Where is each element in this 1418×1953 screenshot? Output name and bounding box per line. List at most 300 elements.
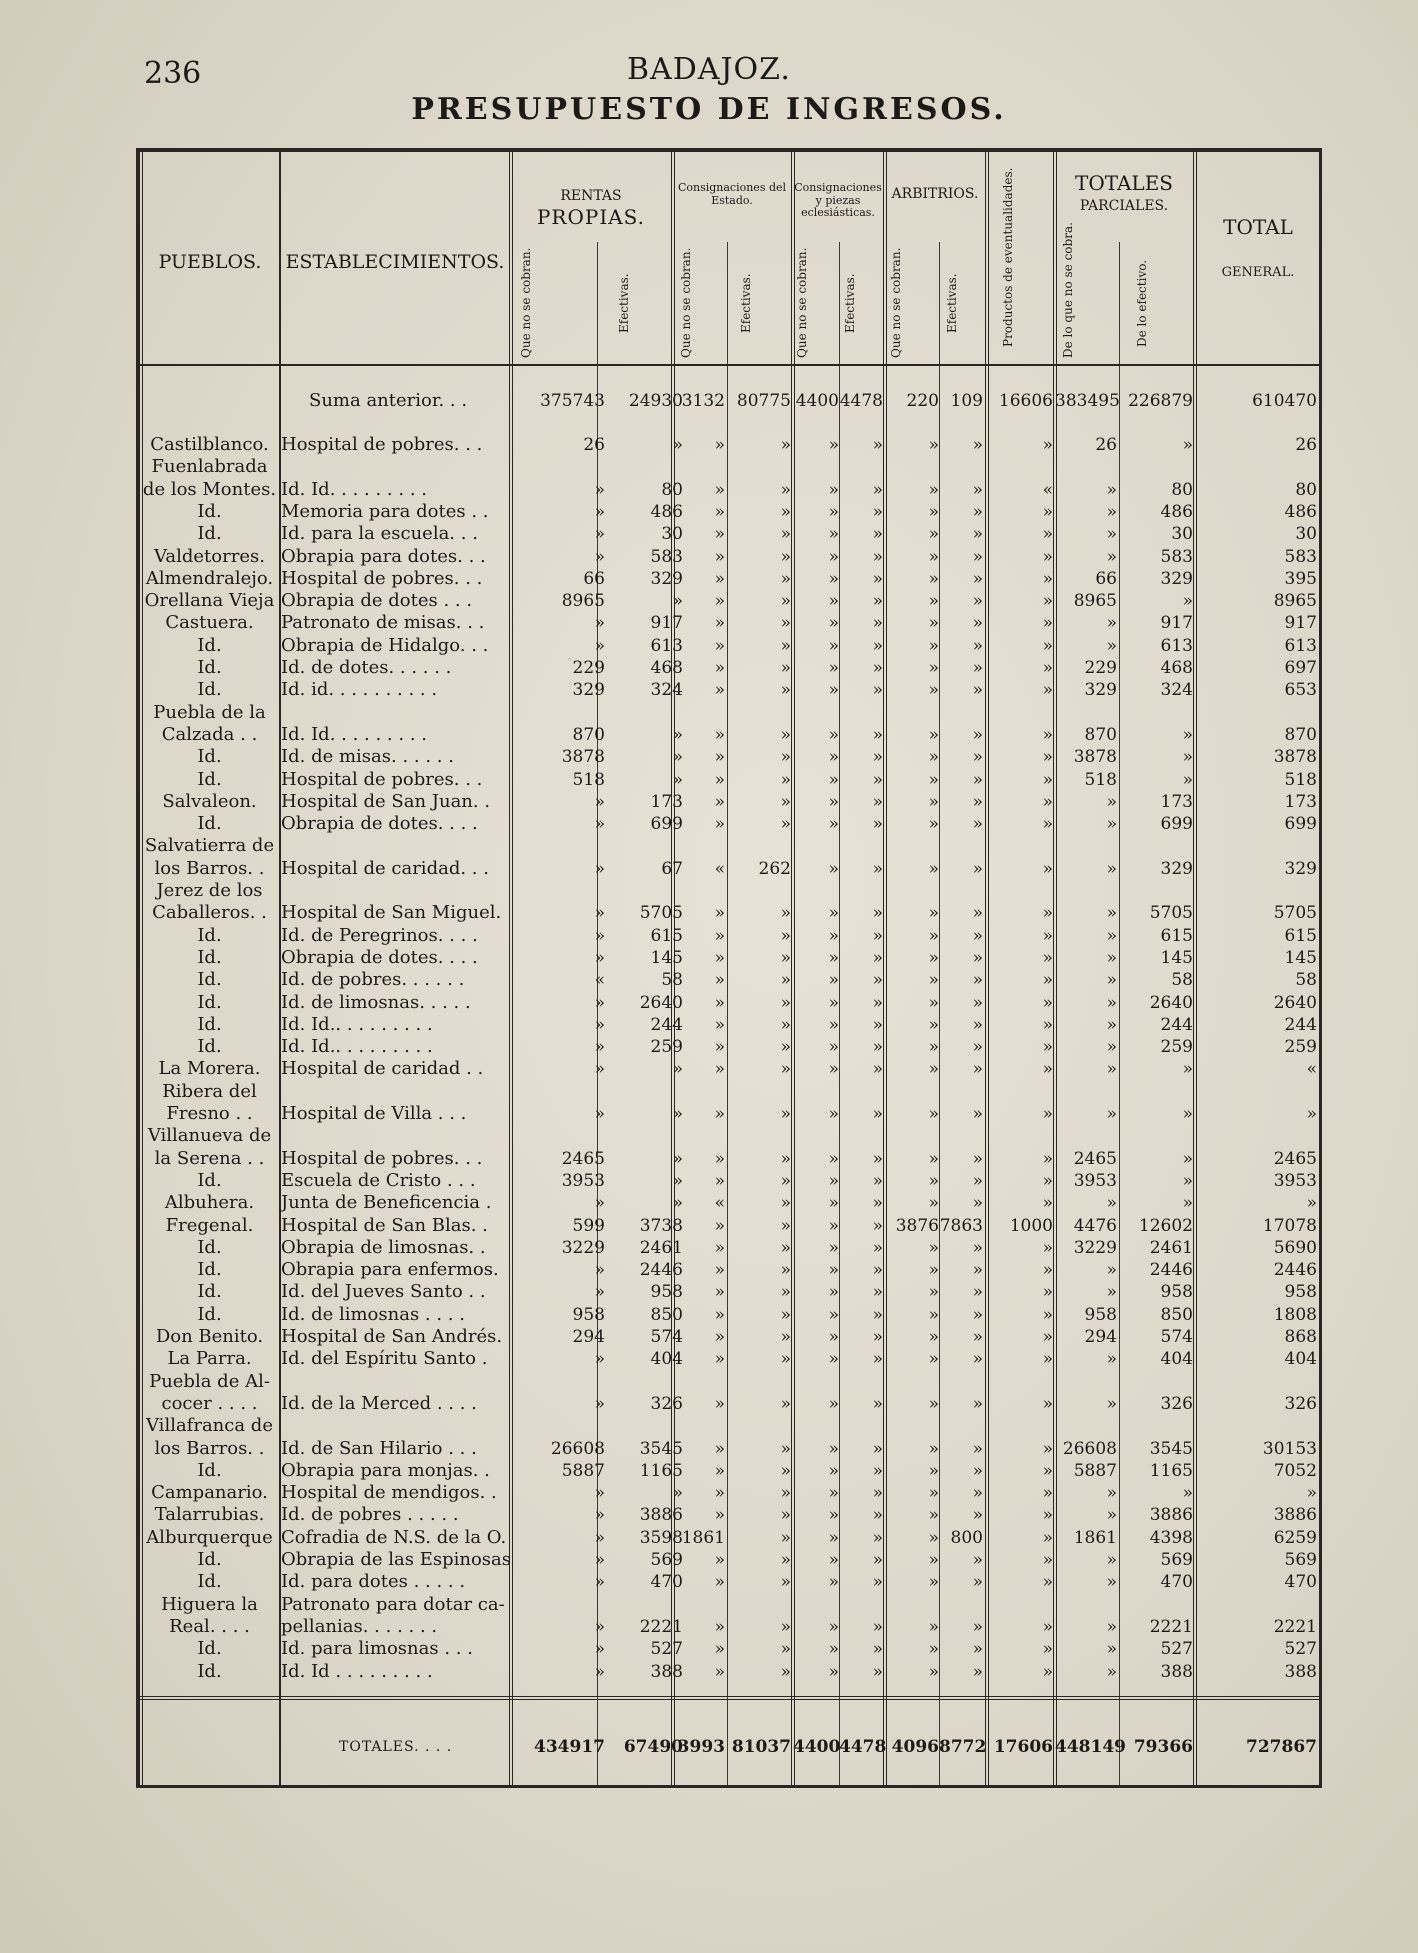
value-cell: »	[828, 1528, 839, 1548]
value-cell: »	[780, 1104, 791, 1124]
value-cell: 229	[1084, 658, 1117, 678]
value-cell: »	[872, 814, 883, 834]
value-cell: »	[714, 725, 725, 745]
value-cell: »	[828, 1015, 839, 1035]
value-cell: »	[1106, 524, 1117, 544]
value-cell: 329	[1084, 680, 1117, 700]
value-cell: 958	[650, 1282, 683, 1302]
cell: 80775	[736, 391, 791, 411]
value-cell: »	[594, 1349, 605, 1369]
value-cell: »	[1106, 1617, 1117, 1637]
value-cell: »	[872, 658, 883, 678]
value-cell: »	[1106, 926, 1117, 946]
value-cell: »	[872, 926, 883, 946]
value-cell: »	[780, 770, 791, 790]
value-cell: 326	[650, 1394, 683, 1414]
value-cell: 145	[650, 948, 683, 968]
value-cell: 569	[1160, 1550, 1193, 1570]
value-cell: »	[872, 1104, 883, 1124]
value-cell: 262	[758, 859, 791, 879]
value-cell: »	[872, 569, 883, 589]
value-cell: »	[928, 1171, 939, 1191]
value-cell: »	[828, 1327, 839, 1347]
value-cell: »	[828, 1505, 839, 1525]
value-cell: 2446	[1273, 1260, 1317, 1280]
value-cell: »	[1042, 993, 1053, 1013]
value-cell: »	[972, 770, 983, 790]
value-cell: »	[928, 502, 939, 522]
pueblo-cell: Campanario.	[151, 1482, 268, 1503]
value-cell: 3598	[639, 1528, 683, 1548]
value-cell: »	[714, 1617, 725, 1637]
table-row	[139, 1415, 1319, 1437]
subheader-rentas-que-no: Que no se cobran.	[519, 247, 533, 358]
pueblo-cell: Id.	[197, 992, 222, 1013]
cell: 375743	[540, 391, 605, 411]
value-cell: »	[714, 1483, 725, 1503]
table-row	[139, 1326, 1319, 1348]
value-cell: »	[972, 970, 983, 990]
value-cell: »	[972, 547, 983, 567]
value-cell: »	[1042, 1572, 1053, 1592]
value-cell: »	[1106, 1193, 1117, 1213]
value-cell: »	[672, 770, 683, 790]
value-cell: »	[872, 993, 883, 1013]
value-cell: 5705	[639, 903, 683, 923]
value-cell: »	[780, 502, 791, 522]
value-cell: 3545	[1149, 1439, 1193, 1459]
value-cell: »	[672, 1193, 683, 1213]
value-cell: »	[828, 1149, 839, 1169]
header-consig-estado: Consignaciones del Estado.	[677, 181, 787, 207]
value-cell: »	[780, 591, 791, 611]
establecimiento-cell: Hospital de pobres. . .	[281, 568, 483, 589]
table-row	[139, 1237, 1319, 1259]
value-cell: 30	[1295, 524, 1317, 544]
value-cell: »	[972, 1171, 983, 1191]
value-cell: »	[1182, 435, 1193, 455]
value-cell: »	[828, 1639, 839, 1659]
pueblo-cell: Id.	[197, 1014, 222, 1035]
establecimiento-cell: Hospital de mendigos. .	[281, 1482, 497, 1503]
value-cell: »	[1042, 435, 1053, 455]
table-row	[139, 1192, 1319, 1214]
value-cell: »	[972, 1394, 983, 1414]
table-row	[139, 724, 1319, 746]
value-cell: »	[928, 1394, 939, 1414]
value-cell: 958	[1284, 1282, 1317, 1302]
value-cell: »	[828, 970, 839, 990]
pueblo-cell: Id.	[197, 1638, 222, 1659]
value-cell: »	[1106, 1282, 1117, 1302]
value-cell: »	[928, 1260, 939, 1280]
subheader-de-lo-que-no: De lo que no se cobra.	[1061, 222, 1075, 358]
value-cell: »	[780, 1349, 791, 1369]
value-cell: »	[594, 1260, 605, 1280]
value-cell: 5887	[1073, 1461, 1117, 1481]
value-cell: 468	[650, 658, 683, 678]
subheader-de-lo-efectivo: De lo efectivo.	[1135, 259, 1149, 347]
value-cell: 2446	[1149, 1260, 1193, 1280]
value-cell: 699	[1160, 814, 1193, 834]
value-cell: »	[972, 502, 983, 522]
value-cell: »	[780, 1238, 791, 1258]
value-cell: »	[872, 1461, 883, 1481]
value-cell: »	[780, 1037, 791, 1057]
value-cell: 917	[650, 613, 683, 633]
value-cell: »	[972, 658, 983, 678]
value-cell: 917	[1284, 613, 1317, 633]
value-cell: »	[1182, 770, 1193, 790]
value-cell: »	[1106, 1059, 1117, 1079]
subheader-estado-efectivas: Efectivas.	[739, 273, 753, 333]
header-consig-ecles: Consignaciones y piezas eclesiásticas.	[794, 181, 882, 220]
value-cell: »	[780, 1171, 791, 1191]
value-cell: »	[872, 725, 883, 745]
value-cell: »	[672, 1483, 683, 1503]
value-cell: »	[1182, 1149, 1193, 1169]
value-cell: »	[594, 1528, 605, 1548]
header-totales-bottom: PARCIALES.	[1079, 198, 1169, 214]
value-cell: 5690	[1273, 1238, 1317, 1258]
value-cell: »	[1106, 1662, 1117, 1682]
value-cell: 326	[1284, 1394, 1317, 1414]
value-cell: »	[594, 1550, 605, 1570]
value-cell: 583	[650, 547, 683, 567]
table-row	[139, 1215, 1319, 1237]
value-cell: 697	[1284, 658, 1317, 678]
pueblo-cell: Id.	[197, 635, 222, 656]
value-cell: 958	[1084, 1305, 1117, 1325]
value-cell: »	[1106, 1550, 1117, 1570]
value-cell: »	[1042, 770, 1053, 790]
value-cell: »	[1106, 1349, 1117, 1369]
value-cell: »	[1042, 680, 1053, 700]
value-cell: 244	[650, 1015, 683, 1035]
value-cell: «	[714, 859, 725, 879]
value-cell: 3886	[639, 1505, 683, 1525]
table-row	[139, 992, 1319, 1014]
value-cell: »	[928, 1483, 939, 1503]
value-cell: »	[780, 1260, 791, 1280]
establecimiento-cell: Hospital de pobres. . .	[281, 769, 483, 790]
establecimiento-cell: Hospital de caridad. . .	[281, 858, 489, 879]
value-cell: »	[594, 547, 605, 567]
table-row	[139, 947, 1319, 969]
value-cell: »	[972, 1149, 983, 1169]
value-cell: 527	[1284, 1639, 1317, 1659]
value-cell: »	[780, 903, 791, 923]
value-cell: 527	[1160, 1639, 1193, 1659]
table-row	[139, 1571, 1319, 1593]
cell: 727867	[1246, 1737, 1317, 1757]
value-cell: »	[972, 1260, 983, 1280]
establecimiento-cell: Patronato de misas. . .	[281, 612, 485, 633]
establecimiento-cell: Obrapia de dotes. . . .	[281, 947, 478, 968]
value-cell: »	[780, 1059, 791, 1079]
pueblo-cell: de los Montes.	[142, 479, 277, 500]
value-cell: 58	[1171, 970, 1193, 990]
document-title: PRESUPUESTO DE INGRESOS.	[411, 92, 1007, 127]
value-cell: 58	[1295, 970, 1317, 990]
value-cell: 2465	[561, 1149, 605, 1169]
value-cell: »	[928, 524, 939, 544]
cell: 226879	[1128, 391, 1193, 411]
value-cell: »	[714, 613, 725, 633]
establecimiento-cell: Obrapia para monjas. .	[281, 1460, 490, 1481]
table-row	[139, 679, 1319, 701]
value-cell: 613	[1160, 636, 1193, 656]
value-cell: »	[972, 1104, 983, 1124]
value-cell: »	[780, 1193, 791, 1213]
header-rentas-bottom: PROPIAS.	[536, 205, 646, 229]
value-cell: »	[972, 524, 983, 544]
value-cell: »	[928, 1617, 939, 1637]
value-cell: »	[672, 1059, 683, 1079]
value-cell: »	[972, 1349, 983, 1369]
value-cell: 58	[661, 970, 683, 990]
table-row	[139, 969, 1319, 991]
cell: 17606	[993, 1737, 1053, 1757]
value-cell: »	[1042, 1349, 1053, 1369]
value-cell: »	[1042, 903, 1053, 923]
value-cell: 145	[1160, 948, 1193, 968]
value-cell: »	[972, 1483, 983, 1503]
value-cell: »	[828, 993, 839, 1013]
value-cell: »	[828, 502, 839, 522]
value-cell: »	[714, 502, 725, 522]
value-cell: 66	[1095, 569, 1117, 589]
cell: 4096	[891, 1737, 939, 1757]
pueblo-cell: Valdetorres.	[154, 546, 265, 567]
value-cell: »	[972, 814, 983, 834]
value-cell: 574	[1160, 1327, 1193, 1347]
table-row	[139, 813, 1319, 835]
value-cell: »	[780, 636, 791, 656]
value-cell: »	[928, 1282, 939, 1302]
value-cell: »	[1042, 1483, 1053, 1503]
value-cell: »	[1106, 1505, 1117, 1525]
value-cell: 2446	[639, 1260, 683, 1280]
value-cell: 2221	[1149, 1617, 1193, 1637]
value-cell: 324	[650, 680, 683, 700]
value-cell: »	[872, 1349, 883, 1369]
value-cell: »	[972, 569, 983, 589]
value-cell: 3953	[1273, 1171, 1317, 1191]
value-cell: »	[872, 970, 883, 990]
value-cell: »	[780, 1015, 791, 1035]
value-cell: »	[780, 1483, 791, 1503]
value-cell: »	[828, 547, 839, 567]
pueblo-cell: Puebla de Al-	[149, 1371, 270, 1392]
value-cell: 30153	[1262, 1439, 1317, 1459]
value-cell: »	[872, 1483, 883, 1503]
value-cell: »	[780, 569, 791, 589]
establecimiento-cell: Hospital de Villa . . .	[281, 1103, 467, 1124]
value-cell: »	[1182, 1171, 1193, 1191]
value-cell: »	[1106, 613, 1117, 633]
value-cell: »	[1042, 926, 1053, 946]
budget-table	[136, 148, 1322, 1788]
value-cell: »	[594, 993, 605, 1013]
value-cell: »	[928, 1193, 939, 1213]
value-cell: »	[1042, 792, 1053, 812]
value-cell: 4476	[1073, 1216, 1117, 1236]
value-cell: 2461	[1149, 1238, 1193, 1258]
value-cell: 470	[650, 1572, 683, 1592]
establecimiento-cell: Id. para la escuela. . .	[281, 523, 478, 544]
value-cell: »	[1042, 1015, 1053, 1035]
value-cell: »	[872, 480, 883, 500]
value-cell: 145	[1284, 948, 1317, 968]
pueblo-cell: Talarrubias.	[154, 1504, 265, 1525]
value-cell: 917	[1160, 613, 1193, 633]
value-cell: »	[780, 547, 791, 567]
value-cell: »	[594, 1037, 605, 1057]
table-row	[139, 1393, 1319, 1415]
cell: 434917	[534, 1737, 605, 1757]
value-cell: »	[780, 658, 791, 678]
value-cell: »	[1042, 1171, 1053, 1191]
establecimiento-cell: Id. Id. . . . . . . . .	[281, 724, 427, 745]
value-cell: 3229	[1073, 1238, 1117, 1258]
value-cell: »	[828, 1483, 839, 1503]
cell: 67490	[623, 1737, 683, 1757]
value-cell: »	[594, 1193, 605, 1213]
value-cell: »	[714, 1439, 725, 1459]
value-cell: 615	[1284, 926, 1317, 946]
value-cell: »	[872, 1394, 883, 1414]
establecimiento-cell: Id. de limosnas . . . .	[281, 1304, 465, 1325]
value-cell: 615	[1160, 926, 1193, 946]
pueblo-cell: Alburquerque	[146, 1527, 273, 1548]
pueblo-cell: Fresno . .	[166, 1103, 253, 1124]
pueblo-cell: Fregenal.	[165, 1215, 254, 1236]
value-cell: »	[1182, 1193, 1193, 1213]
value-cell: »	[594, 926, 605, 946]
value-cell: 2640	[1149, 993, 1193, 1013]
value-cell: 395	[1284, 569, 1317, 589]
value-cell: »	[828, 903, 839, 923]
pueblo-cell: Don Benito.	[155, 1326, 264, 1347]
value-cell: »	[780, 1282, 791, 1302]
establecimiento-cell: Id. para limosnas . . .	[281, 1638, 473, 1659]
value-cell: »	[714, 1305, 725, 1325]
value-cell: »	[714, 435, 725, 455]
value-cell: 329	[572, 680, 605, 700]
value-cell: »	[972, 725, 983, 745]
table-row	[139, 858, 1319, 880]
value-cell: 699	[650, 814, 683, 834]
value-cell: »	[594, 948, 605, 968]
value-cell: »	[1106, 792, 1117, 812]
establecimiento-cell: Cofradia de N.S. de la O.	[281, 1527, 507, 1548]
value-cell: »	[1042, 725, 1053, 745]
value-cell: »	[928, 547, 939, 567]
value-cell: »	[828, 1461, 839, 1481]
value-cell: »	[780, 435, 791, 455]
value-cell: »	[594, 1483, 605, 1503]
value-cell: »	[828, 1349, 839, 1369]
value-cell: »	[928, 1238, 939, 1258]
value-cell: 2465	[1273, 1149, 1317, 1169]
value-cell: »	[872, 1216, 883, 1236]
pueblo-cell: Id.	[197, 1281, 222, 1302]
value-cell: »	[714, 1550, 725, 1570]
value-cell: »	[780, 1461, 791, 1481]
value-cell: »	[714, 903, 725, 923]
value-cell: »	[714, 1327, 725, 1347]
table-row	[139, 501, 1319, 523]
pueblo-cell: Real. . . .	[169, 1616, 250, 1637]
establecimiento-cell: Hospital de caridad . .	[281, 1058, 484, 1079]
value-cell: 329	[1160, 569, 1193, 589]
value-cell: »	[594, 502, 605, 522]
value-cell: »	[780, 792, 791, 812]
value-cell: 470	[1160, 1572, 1193, 1592]
value-cell: 527	[650, 1639, 683, 1659]
value-cell: »	[1042, 613, 1053, 633]
value-cell: »	[828, 859, 839, 879]
establecimiento-cell: Obrapia de limosnas. .	[281, 1237, 486, 1258]
table-row	[139, 835, 1319, 857]
table-row	[139, 1125, 1319, 1147]
establecimiento-cell: Hospital de pobres. . .	[281, 1148, 483, 1169]
value-cell: »	[1042, 1439, 1053, 1459]
pueblo-cell: Id.	[197, 679, 222, 700]
value-cell: »	[828, 1282, 839, 1302]
value-cell: »	[672, 1104, 683, 1124]
table-row	[139, 1438, 1319, 1460]
table-row	[139, 434, 1319, 456]
value-cell: 7052	[1273, 1461, 1317, 1481]
pueblo-cell: Id.	[197, 657, 222, 678]
value-cell: «	[594, 970, 605, 990]
establecimiento-cell: Obrapia de dotes. . . .	[281, 813, 478, 834]
value-cell: »	[1042, 1305, 1053, 1325]
value-cell: 229	[572, 658, 605, 678]
value-cell: 2465	[1073, 1149, 1117, 1169]
value-cell: 8965	[561, 591, 605, 611]
value-cell: »	[872, 591, 883, 611]
value-cell: »	[972, 1282, 983, 1302]
cell: 610470	[1252, 391, 1317, 411]
value-cell: »	[1042, 1104, 1053, 1124]
value-cell: »	[1182, 591, 1193, 611]
value-cell: »	[1106, 502, 1117, 522]
header-total-top: TOTAL	[1223, 215, 1293, 239]
value-cell: »	[714, 1104, 725, 1124]
value-cell: »	[1106, 1015, 1117, 1035]
value-cell: »	[780, 970, 791, 990]
value-cell: »	[972, 859, 983, 879]
value-cell: »	[1042, 658, 1053, 678]
value-cell: 8965	[1273, 591, 1317, 611]
subheader-arbitrios-efectivos: Efectivas.	[945, 273, 959, 333]
establecimiento-cell: Id. de misas. . . . . .	[281, 746, 454, 767]
establecimiento-cell: Hospital de San Blas. .	[281, 1215, 488, 1236]
value-cell: »	[928, 1505, 939, 1525]
value-cell: »	[1182, 1059, 1193, 1079]
value-cell: »	[780, 524, 791, 544]
value-cell: »	[1106, 636, 1117, 656]
value-cell: 1165	[639, 1461, 683, 1481]
value-cell: »	[928, 1639, 939, 1659]
suma-anterior-row	[139, 390, 1319, 412]
value-cell: »	[972, 747, 983, 767]
value-cell: »	[972, 1461, 983, 1481]
value-cell: 5705	[1273, 903, 1317, 923]
